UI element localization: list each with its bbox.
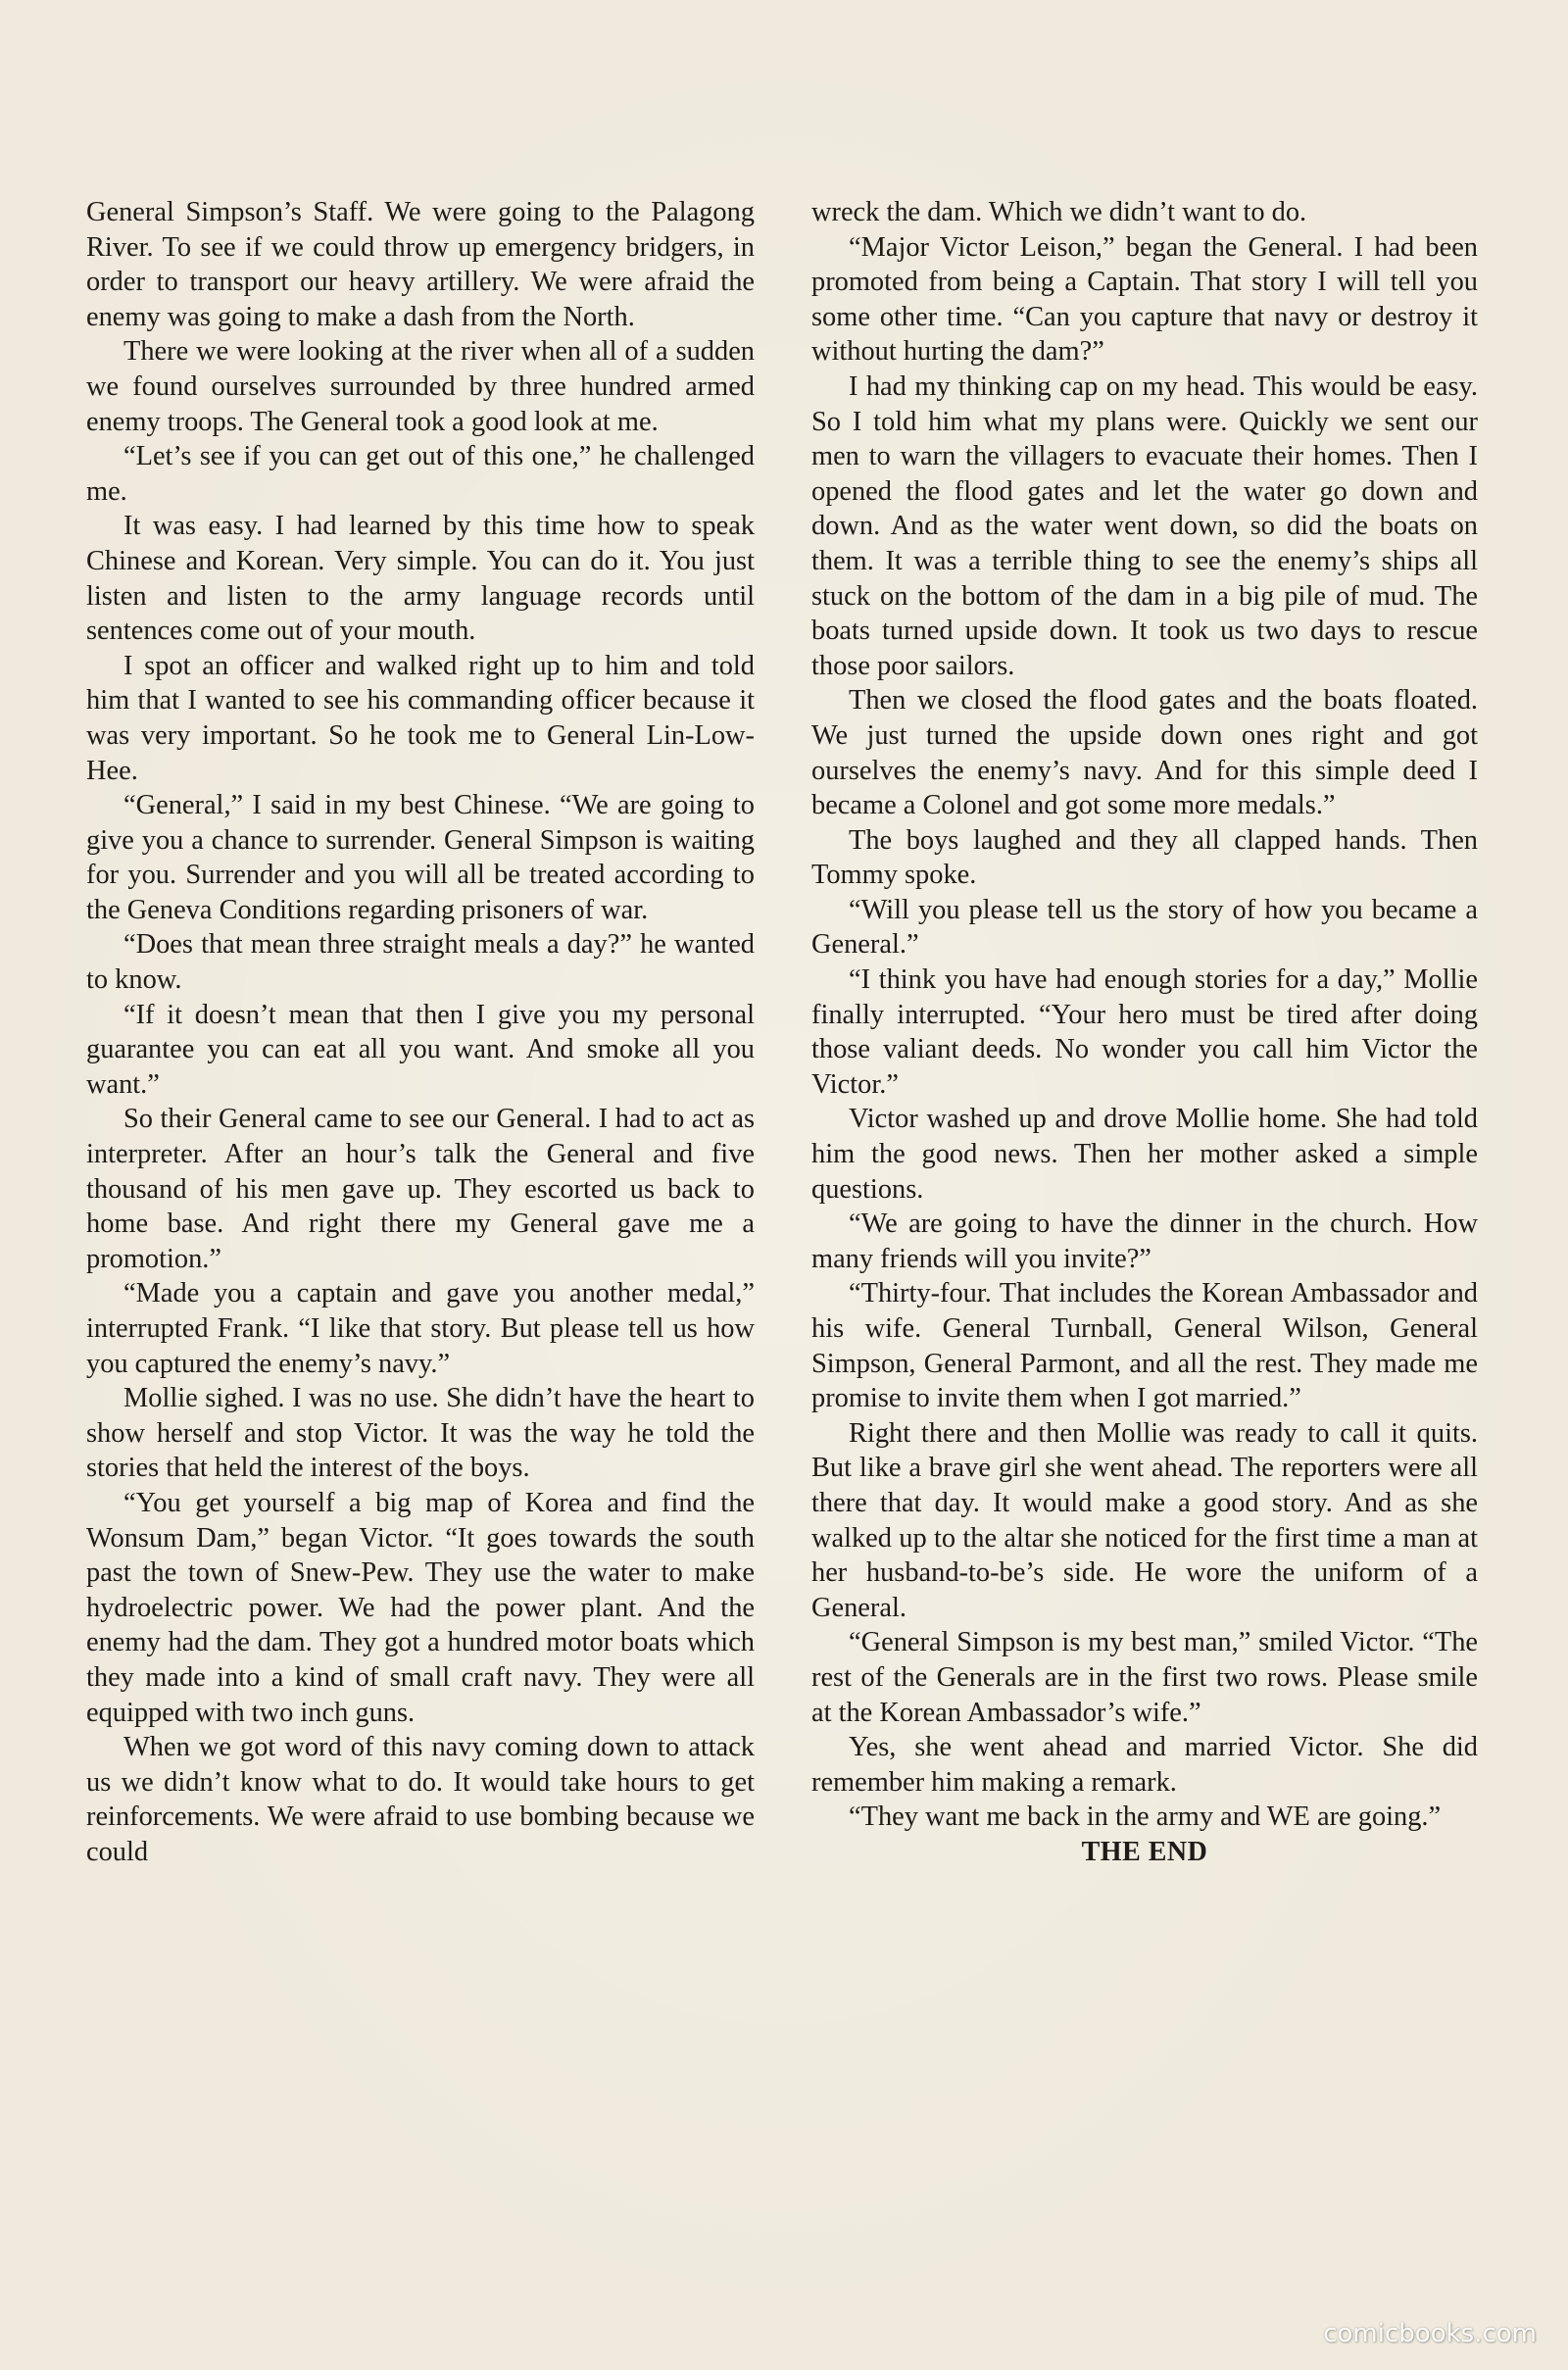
paragraph: Then we closed the flood gates and the boats floated. We just turned the upside down ones right and got ourselves the enemy’s navy. And for this simple deed I became a Colonel and got some more medals.”: [811, 685, 1478, 821]
site-watermark: comicbooks.com: [1323, 2319, 1537, 2348]
paragraph: So their General came to see our General. I had to act as interpreter. After an hour’s talk the General and five thousand of his men gave up. They escorted us back to home base. And right there my General gave me a promotion.”: [86, 1104, 755, 1274]
paragraph: “We are going to have the dinner in the church. How many friends will you invite?”: [811, 1209, 1478, 1274]
paragraph: wreck the dam. Which we didn’t want to do.: [811, 197, 1307, 227]
paragraph: The boys laughed and they all clapped hands. Then Tommy spoke.: [811, 824, 1478, 891]
paragraph: Right there and then Mollie was ready to call it quits. But like a brave girl she went ahead. The reporters were all there that day. It would make a good story. And as she walked up to the altar she noticed for the first time a man at her husband-to-be’s side. He wore the uniform of a General.: [811, 1417, 1478, 1623]
paragraph: “I think you have had enough stories for a day,” Mollie finally interrupted. “Your hero must be tired after doing those valiant deeds. No wonder you call him Victor the Victor.”: [811, 964, 1478, 1100]
paragraph: General Simpson’s Staff. We were going to the Palagong River. To see if we could throw up emergency bridgers, in order to transport our heavy artillery. We were afraid the enemy was going to make a dash from the North.: [86, 197, 755, 332]
the-end-label: THE END: [1081, 1836, 1208, 1867]
paragraph: I had my thinking cap on my head. This would be easy. So I told him what my plans were. Quickly we sent our men to warn the villagers to evacuate their homes. Then I opened the flood gates and let the water go down and down. And as the water went down, so did the boats on them. It was a terrible thing to see the enemy’s ships all stuck on the bottom of the dam in a big pile of mud. The boats turned upside down. It took us two days to rescue those poor sailors.: [811, 370, 1478, 681]
paragraph: When we got word of this navy coming down to attack us we didn’t know what to do. It would take hours to get reinforcements. We were afraid to use bombing because we could: [86, 1732, 755, 1867]
paragraph: It was easy. I had learned by this time how to speak Chinese and Korean. Very simple. You can do it. You just listen and listen to the army language records until sentences come out of your mouth.: [86, 511, 755, 647]
paragraph: Victor washed up and drove Mollie home. She had told him the good news. Then her mother asked a simple questions.: [811, 1104, 1478, 1205]
paragraph: Mollie sighed. I was no use. She didn’t have the heart to show herself and stop Victor. It was the way he told the stories that held the interest of the boys.: [86, 1383, 755, 1484]
paragraph: “General,” I said in my best Chinese. “We are going to give you a chance to surrender. General Simpson is waiting for you. Surrender and you will all be treated according to the Geneva Conditions regarding prisoners of war.: [86, 790, 755, 925]
paragraph: I spot an officer and walked right up to him and told him that I wanted to see his commanding officer because it was very important. So he took me to General Lin-Low-Hee.: [86, 650, 755, 786]
paragraph: Yes, she went ahead and married Victor. She did remember him making a remark.: [811, 1732, 1478, 1798]
paragraph: “You get yourself a big map of Korea and find the Wonsum Dam,” began Victor. “It goes towards the south past the town of Snew-Pew. They use the water to make hydroelectric power. We had the power plant. And the enemy had the dam. They got a hundred motor boats which they made into a kind of small craft navy. They were all equipped with two inch guns.: [86, 1487, 755, 1728]
paragraph: “If it doesn’t mean that then I give you my personal guarantee you can eat all you want. And smoke all you want.”: [86, 999, 755, 1100]
paragraph: “Will you please tell us the story of how you became a General.”: [811, 894, 1478, 961]
paragraph: There we were looking at the river when all of a sudden we found ourselves surrounded by three hundred armed enemy troops. The General took a good look at me.: [86, 336, 755, 437]
paragraph: “They want me back in the army and WE are going.”: [849, 1802, 1442, 1833]
paragraph: “Does that mean three straight meals a day?” he wanted to know.: [86, 929, 755, 996]
paragraph: “Made you a captain and gave you another medal,” interrupted Frank. “I like that story. But please tell us how you captured the enemy’s navy.”: [86, 1278, 755, 1379]
paragraph: “Thirty-four. That includes the Korean Ambassador and his wife. General Turnball, General Wilson, General Simpson, General Parmont, and all the rest. They made me promise to invite them when I got married.”: [811, 1278, 1478, 1414]
paragraph: “General Simpson is my best man,” smiled Victor. “The rest of the Generals are in the first two rows. Please smile at the Korean Ambassador’s wife.”: [811, 1627, 1478, 1728]
left-text-column: [86, 195, 755, 1870]
right-text-column: [811, 195, 1478, 1870]
paragraph: “Major Victor Leison,” began the General. I had been promoted from being a Captain. That story I will tell you some other time. “Can you capture that navy or destroy it without hurting the dam?”: [811, 231, 1478, 368]
paragraph: “Let’s see if you can get out of this one,” he challenged me.: [86, 441, 755, 507]
